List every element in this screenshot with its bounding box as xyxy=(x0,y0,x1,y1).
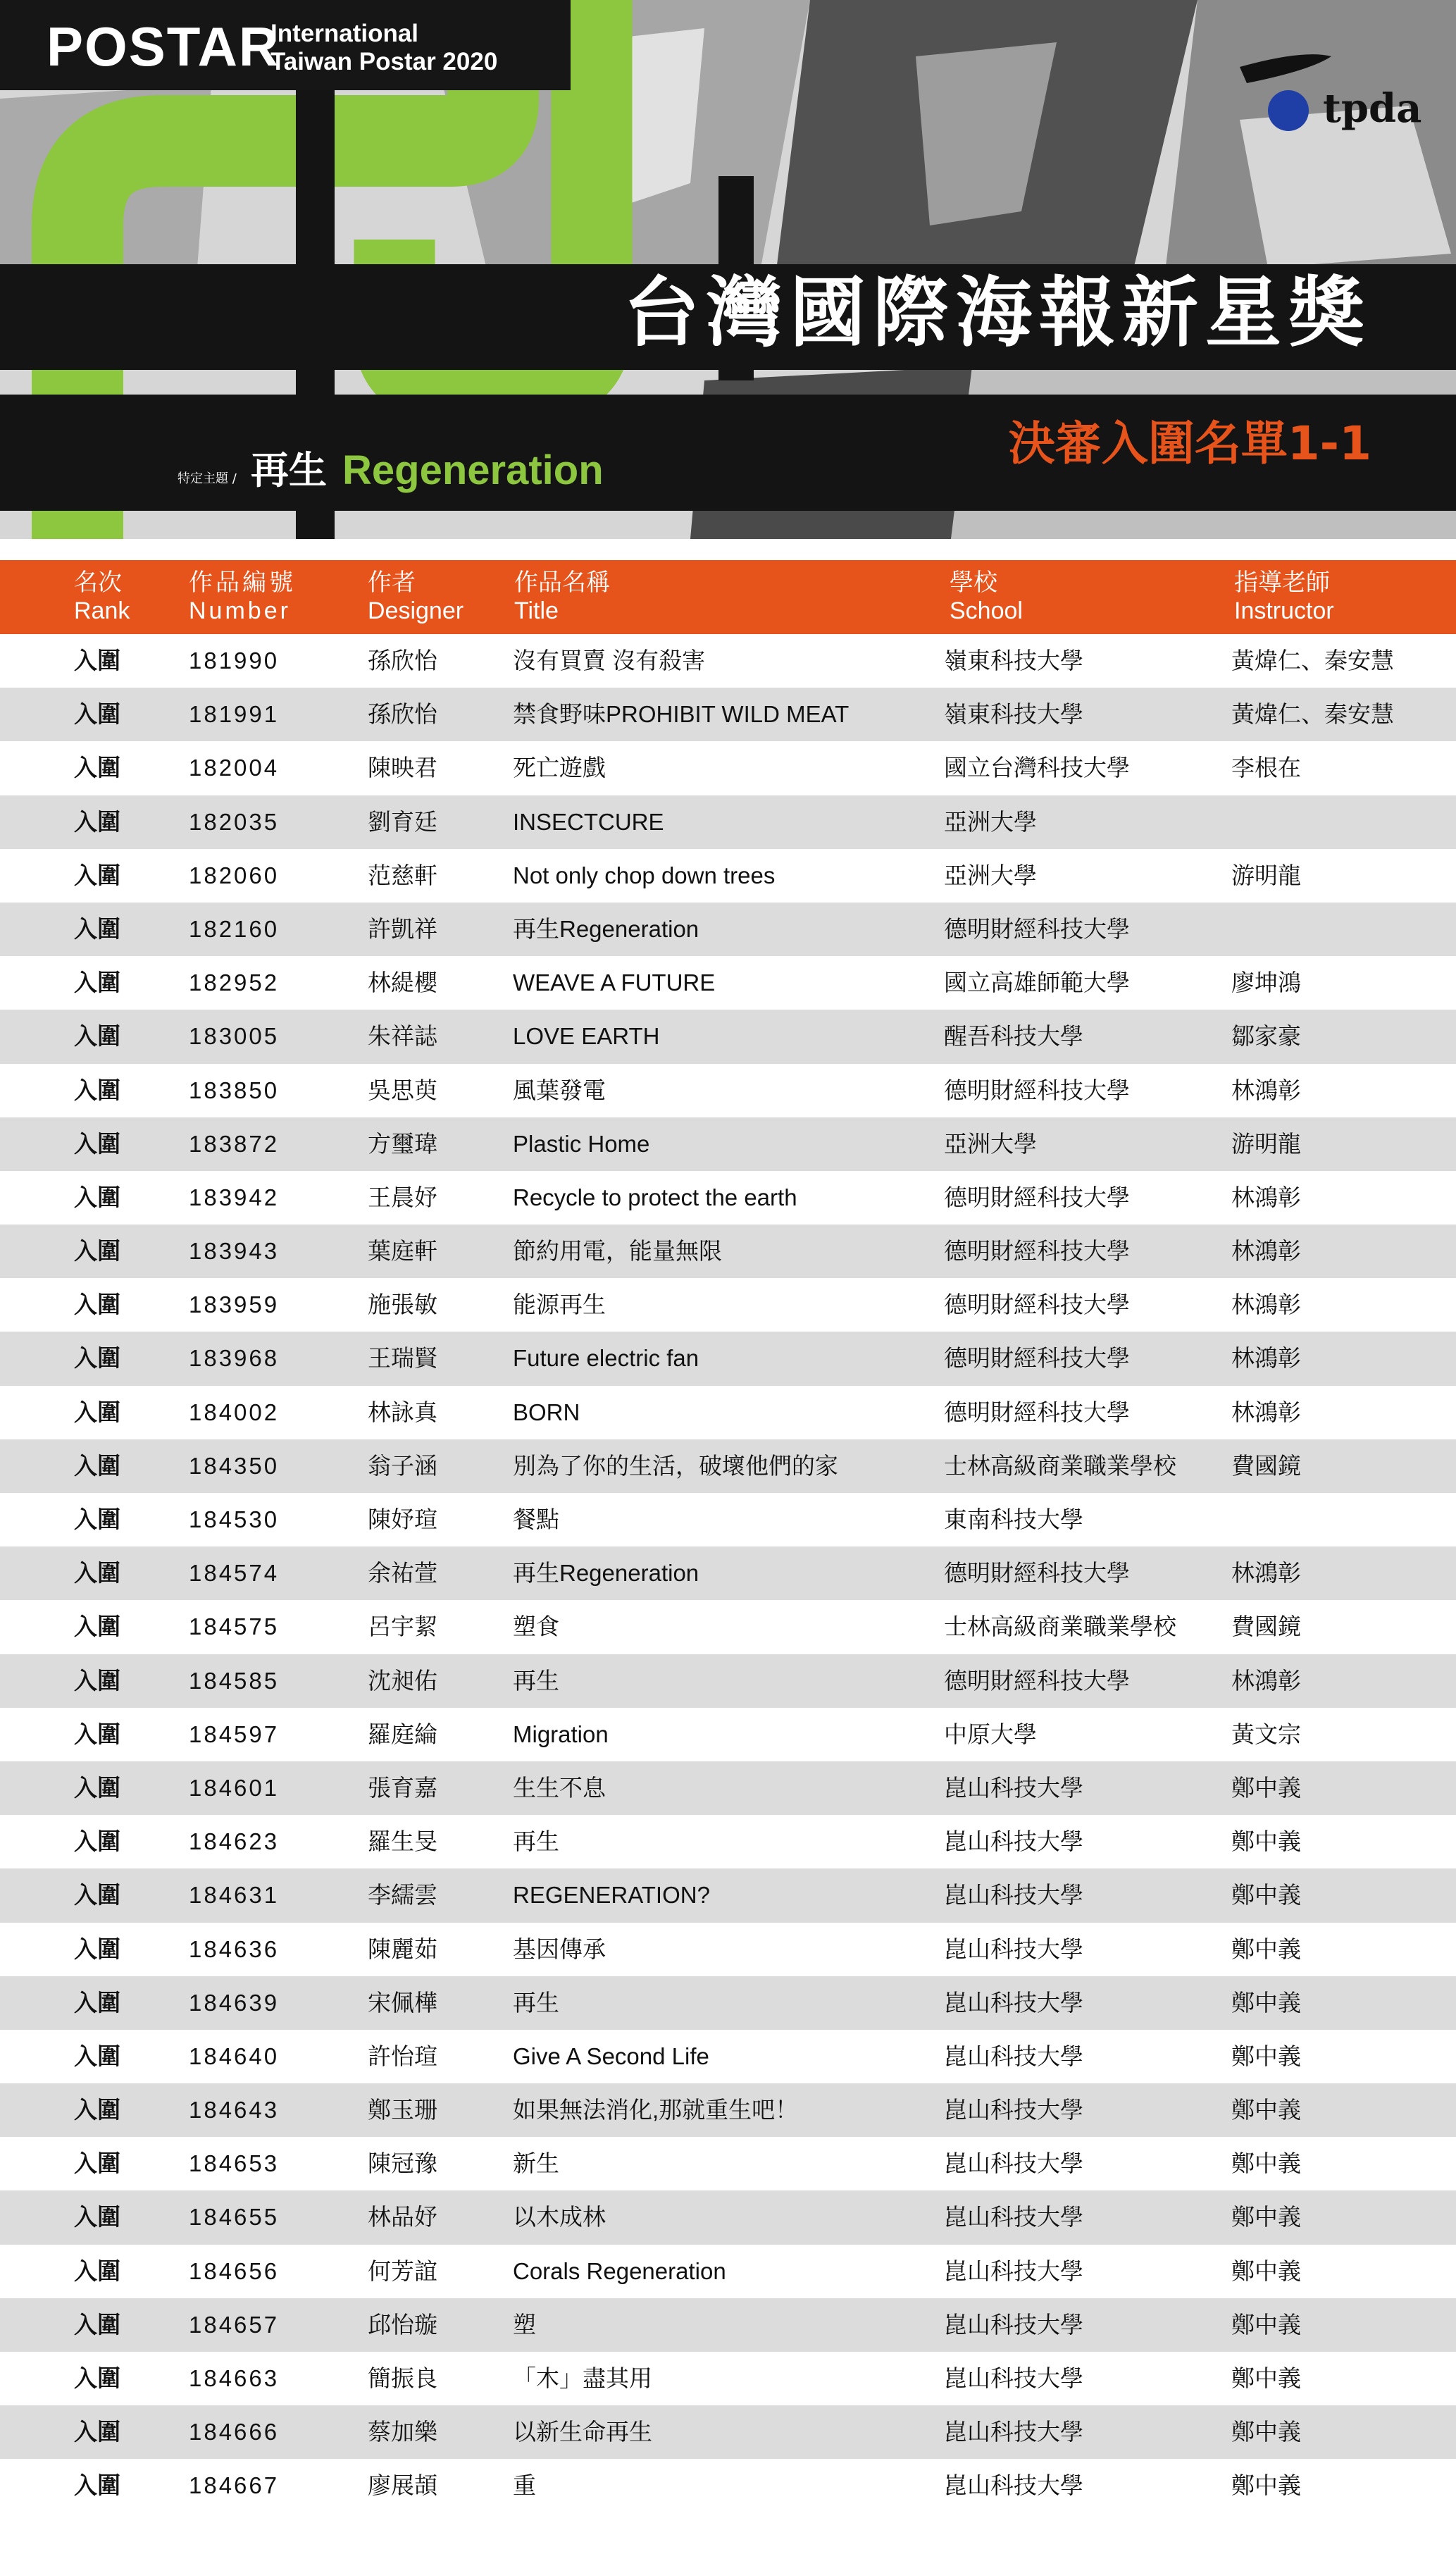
designer-cell: 方璽瑋 xyxy=(368,1129,437,1158)
title-cell: BORN xyxy=(513,1399,580,1425)
instructor-cell: 鄭中義 xyxy=(1231,2150,1301,2178)
number-cell: 181990 xyxy=(189,647,280,674)
designer-cell: 蔡加樂 xyxy=(368,2418,437,2446)
school-cell: 士林高級商業職業學校 xyxy=(944,1613,1176,1641)
designer-cell: 朱祥誌 xyxy=(368,1022,437,1050)
title-cell: 生生不息 xyxy=(513,1774,606,1801)
title-cell: LOVE EARTH xyxy=(513,1023,660,1050)
title-cell: Future electric fan xyxy=(513,1345,699,1372)
number-cell: 184623 xyxy=(189,1828,280,1855)
instructor-cell: 鄭中義 xyxy=(1231,2203,1301,2231)
school-cell: 士林高級商業職業學校 xyxy=(944,1451,1176,1480)
school-cell: 德明財經科技大學 xyxy=(944,1344,1130,1372)
rank-cell: 入圍 xyxy=(74,2472,120,2500)
number-cell: 182160 xyxy=(189,915,280,942)
school-cell: 崑山科技大學 xyxy=(944,2042,1083,2070)
designer-cell: 王瑞賢 xyxy=(368,1344,437,1372)
title-cell: WEAVE A FUTURE xyxy=(513,969,716,996)
rank-cell: 入圍 xyxy=(74,2150,120,2178)
title-cell: 基因傳承 xyxy=(513,1935,606,1962)
school-cell: 德明財經科技大學 xyxy=(944,1183,1130,1211)
rank-cell: 入圍 xyxy=(74,2257,120,2285)
designer-cell: 何芳誼 xyxy=(368,2257,437,2285)
number-cell: 184653 xyxy=(189,2150,280,2177)
rank-cell: 入圍 xyxy=(74,1666,120,1694)
number-cell: 183942 xyxy=(189,1184,280,1210)
rank-cell: 入圍 xyxy=(74,1506,120,1533)
header-school: 學校 School xyxy=(950,569,1023,624)
table-row xyxy=(0,956,1456,1010)
table-row xyxy=(0,1761,1456,1815)
tpda-text: tpda xyxy=(1323,85,1422,132)
title-cell: Corals Regeneration xyxy=(513,2257,726,2284)
designer-cell: 孫欣怡 xyxy=(368,700,437,729)
designer-cell: 沈昶佑 xyxy=(368,1666,437,1694)
title-cell: 再生Regeneration xyxy=(513,1560,699,1587)
school-cell: 德明財經科技大學 xyxy=(944,915,1130,943)
school-cell: 崑山科技大學 xyxy=(944,2418,1083,2446)
instructor-cell: 鄭中義 xyxy=(1231,2042,1301,2070)
designer-cell: 王晨妤 xyxy=(368,1183,437,1211)
instructor-cell: 林鴻彰 xyxy=(1231,1183,1301,1211)
table-row xyxy=(0,1976,1456,2030)
designer-cell: 林緹櫻 xyxy=(368,969,437,997)
title-cell: 別為了你的生活，破壞他們的家 xyxy=(513,1452,838,1479)
school-cell: 中原大學 xyxy=(944,1720,1037,1748)
instructor-cell: 林鴻彰 xyxy=(1231,1398,1301,1426)
number-cell: 183968 xyxy=(189,1345,280,1372)
designer-cell: 張育嘉 xyxy=(368,1773,437,1802)
table-row xyxy=(0,1386,1456,1439)
table-row xyxy=(0,2190,1456,2244)
designer-cell: 吳思萸 xyxy=(368,1076,437,1104)
table-body xyxy=(0,634,1456,2513)
table-row xyxy=(0,1923,1456,1976)
instructor-cell: 鄭中義 xyxy=(1231,2472,1301,2500)
designer-cell: 許怡瑄 xyxy=(368,2042,437,2070)
brand-sub-line1: International xyxy=(270,20,419,47)
rank-cell: 入圍 xyxy=(74,1451,120,1480)
rank-cell: 入圍 xyxy=(74,1559,120,1587)
table-row xyxy=(0,2245,1456,2298)
designer-cell: 林詠真 xyxy=(368,1398,437,1426)
table-row xyxy=(0,1010,1456,1063)
designer-cell: 劉育廷 xyxy=(368,807,437,836)
number-cell: 182035 xyxy=(189,808,280,835)
tpda-dot-icon xyxy=(1268,90,1309,131)
designer-cell: 呂宇絜 xyxy=(368,1613,437,1641)
number-cell: 183005 xyxy=(189,1023,280,1050)
instructor-cell: 鄭中義 xyxy=(1231,1881,1301,1909)
designer-cell: 施張敏 xyxy=(368,1291,437,1319)
designer-cell: 余祐萱 xyxy=(368,1559,437,1587)
instructor-cell: 鄭中義 xyxy=(1231,1988,1301,2016)
header-rank: 名次 Rank xyxy=(74,569,130,624)
title-cell: 如果無法消化,那就重生吧！ xyxy=(513,2097,799,2124)
designer-cell: 陳妤瑄 xyxy=(368,1506,437,1533)
title-cell: Migration xyxy=(513,1721,609,1747)
school-cell: 崑山科技大學 xyxy=(944,1988,1083,2016)
number-cell: 183943 xyxy=(189,1238,280,1265)
table-row xyxy=(0,1171,1456,1225)
school-cell: 崑山科技大學 xyxy=(944,2257,1083,2285)
number-cell: 184631 xyxy=(189,1882,280,1909)
instructor-cell: 廖坤鴻 xyxy=(1231,969,1301,997)
designer-cell: 陳麗茹 xyxy=(368,1935,437,1963)
brand-sub-line2: Taiwan Postar 2020 xyxy=(270,48,498,75)
school-cell: 亞洲大學 xyxy=(944,1129,1037,1158)
school-cell: 崑山科技大學 xyxy=(944,1881,1083,1909)
theme-english: Regeneration xyxy=(342,447,604,493)
title-cell: Give A Second Life xyxy=(513,2042,709,2069)
designer-cell: 許凱祥 xyxy=(368,915,437,943)
school-cell: 亞洲大學 xyxy=(944,861,1037,889)
instructor-cell: 游明龍 xyxy=(1231,861,1301,889)
table-row xyxy=(0,1278,1456,1332)
table-row xyxy=(0,1117,1456,1171)
title-cell: 節約用電，能量無限 xyxy=(513,1238,722,1265)
number-cell: 184643 xyxy=(189,2097,280,2124)
header-instructor: 指導老師 Instructor xyxy=(1234,569,1334,624)
table-row xyxy=(0,1493,1456,1546)
instructor-cell: 林鴻彰 xyxy=(1231,1291,1301,1319)
rank-cell: 入圍 xyxy=(74,1183,120,1211)
rank-cell: 入圍 xyxy=(74,1022,120,1050)
table-row xyxy=(0,634,1456,688)
title-cell: INSECTCURE xyxy=(513,808,664,835)
school-cell: 崑山科技大學 xyxy=(944,2472,1083,2500)
instructor-cell: 林鴻彰 xyxy=(1231,1344,1301,1372)
rank-cell: 入圍 xyxy=(74,647,120,674)
designer-cell: 林品妤 xyxy=(368,2203,437,2231)
title-cell: 再生 xyxy=(513,1667,559,1694)
title-cell: 能源再生 xyxy=(513,1291,606,1318)
title-cell: 再生Regeneration xyxy=(513,915,699,942)
title-cell: 禁食野味PROHIBIT WILD MEAT xyxy=(513,701,850,728)
rank-cell: 入圍 xyxy=(74,1291,120,1319)
number-cell: 184636 xyxy=(189,1935,280,1962)
postar-logo: POSTAR xyxy=(46,16,280,78)
instructor-cell: 黃煒仁、秦安慧 xyxy=(1231,700,1394,729)
number-cell: 183872 xyxy=(189,1130,280,1157)
rank-cell: 入圍 xyxy=(74,1881,120,1909)
school-cell: 崑山科技大學 xyxy=(944,2096,1083,2124)
school-cell: 崑山科技大學 xyxy=(944,2150,1083,2178)
tpda-logo xyxy=(1268,85,1430,132)
instructor-cell: 鄭中義 xyxy=(1231,2364,1301,2392)
instructor-cell: 游明龍 xyxy=(1231,1129,1301,1158)
school-cell: 崑山科技大學 xyxy=(944,2310,1083,2338)
rank-cell: 入圍 xyxy=(74,2042,120,2070)
table-row xyxy=(0,1332,1456,1385)
header-banner xyxy=(0,0,1456,539)
number-cell: 184002 xyxy=(189,1399,280,1425)
title-cell: Plastic Home xyxy=(513,1130,650,1157)
title-cell: Recycle to protect the earth xyxy=(513,1184,797,1210)
number-cell: 183850 xyxy=(189,1077,280,1103)
table-row xyxy=(0,2083,1456,2137)
table-row xyxy=(0,1868,1456,1922)
number-cell: 184575 xyxy=(189,1613,280,1640)
rank-cell: 入圍 xyxy=(74,861,120,889)
number-cell: 184667 xyxy=(189,2472,280,2499)
table-row xyxy=(0,795,1456,849)
header-number: 作品編號 Number xyxy=(189,569,296,624)
rank-cell: 入圍 xyxy=(74,1935,120,1963)
number-cell: 184585 xyxy=(189,1667,280,1694)
number-cell: 184663 xyxy=(189,2365,280,2391)
school-cell: 德明財經科技大學 xyxy=(944,1559,1130,1587)
designer-cell: 簡振良 xyxy=(368,2364,437,2392)
table-row xyxy=(0,688,1456,741)
instructor-cell: 鄭中義 xyxy=(1231,2310,1301,2338)
instructor-cell: 林鴻彰 xyxy=(1231,1076,1301,1104)
theme-label: 特定主題 / xyxy=(178,471,237,486)
designer-cell: 葉庭軒 xyxy=(368,1237,437,1265)
school-cell: 國立台灣科技大學 xyxy=(944,754,1130,782)
title-cell: 以木成林 xyxy=(513,2204,606,2231)
instructor-cell: 鄭中義 xyxy=(1231,1828,1301,1856)
table-row xyxy=(0,1439,1456,1493)
header-designer: 作者 Designer xyxy=(368,569,464,624)
school-cell: 德明財經科技大學 xyxy=(944,1076,1130,1104)
instructor-cell: 費國鏡 xyxy=(1231,1613,1301,1641)
number-cell: 183959 xyxy=(189,1291,280,1318)
rank-cell: 入圍 xyxy=(74,2310,120,2338)
table-row xyxy=(0,1654,1456,1708)
number-cell: 184574 xyxy=(189,1560,280,1587)
theme-chinese: 再生 xyxy=(251,448,327,492)
brand-bar xyxy=(0,0,571,90)
table-row xyxy=(0,849,1456,903)
title-cell: 以新生命再生 xyxy=(513,2419,652,2445)
number-cell: 184639 xyxy=(189,1989,280,2016)
instructor-cell: 林鴻彰 xyxy=(1231,1237,1301,1265)
brand-subtitle xyxy=(270,20,497,76)
table-row xyxy=(0,741,1456,795)
table-row xyxy=(0,1064,1456,1117)
instructor-cell: 林鴻彰 xyxy=(1231,1666,1301,1694)
rank-cell: 入圍 xyxy=(74,1828,120,1856)
title-cell: REGENERATION? xyxy=(513,1882,710,1909)
rank-cell: 入圍 xyxy=(74,700,120,729)
instructor-cell: 鄒家豪 xyxy=(1231,1022,1301,1050)
number-cell: 184655 xyxy=(189,2204,280,2231)
title-cell: 再生 xyxy=(513,1989,559,2016)
table-row xyxy=(0,1708,1456,1761)
instructor-cell: 鄭中義 xyxy=(1231,1935,1301,1963)
rank-cell: 入圍 xyxy=(74,2364,120,2392)
shortlist-subtitle: 決審入圍名單1-1 xyxy=(1008,416,1371,471)
school-cell: 崑山科技大學 xyxy=(944,1935,1083,1963)
title-cell: 新生 xyxy=(513,2150,559,2177)
title-cell: 「木」盡其用 xyxy=(513,2365,652,2391)
number-cell: 184656 xyxy=(189,2257,280,2284)
school-cell: 國立高雄師範大學 xyxy=(944,969,1130,997)
rank-cell: 入圍 xyxy=(74,1076,120,1104)
title-cell: 再生 xyxy=(513,1828,559,1855)
instructor-cell: 林鴻彰 xyxy=(1231,1559,1301,1587)
school-cell: 德明財經科技大學 xyxy=(944,1237,1130,1265)
school-cell: 崑山科技大學 xyxy=(944,1828,1083,1856)
table-row xyxy=(0,1546,1456,1600)
number-cell: 184640 xyxy=(189,2042,280,2069)
rank-cell: 入圍 xyxy=(74,1129,120,1158)
school-cell: 崑山科技大學 xyxy=(944,1773,1083,1802)
designer-cell: 廖展頡 xyxy=(368,2472,437,2500)
instructor-cell: 黃煒仁、秦安慧 xyxy=(1231,647,1394,674)
rank-cell: 入圍 xyxy=(74,1720,120,1748)
rank-cell: 入圍 xyxy=(74,2096,120,2124)
designer-cell: 范慈軒 xyxy=(368,861,437,889)
designer-cell: 羅生旻 xyxy=(368,1828,437,1856)
school-cell: 崑山科技大學 xyxy=(944,2364,1083,2392)
rank-cell: 入圍 xyxy=(74,1237,120,1265)
table-row xyxy=(0,1815,1456,1868)
instructor-cell: 費國鏡 xyxy=(1231,1451,1301,1480)
rank-cell: 入圍 xyxy=(74,1988,120,2016)
rank-cell: 入圍 xyxy=(74,915,120,943)
title-cell: 重 xyxy=(513,2472,536,2499)
designer-cell: 鄭玉珊 xyxy=(368,2096,437,2124)
designer-cell: 邱怡璇 xyxy=(368,2310,437,2338)
designer-cell: 翁子涵 xyxy=(368,1451,437,1480)
title-cell: 風葉發電 xyxy=(513,1077,606,1103)
instructor-cell: 黃文宗 xyxy=(1231,1720,1301,1748)
number-cell: 182004 xyxy=(189,755,280,781)
school-cell: 德明財經科技大學 xyxy=(944,1398,1130,1426)
designer-cell: 宋佩樺 xyxy=(368,1988,437,2016)
title-cell: 死亡遊戲 xyxy=(513,755,606,781)
number-cell: 184666 xyxy=(189,2419,280,2445)
rank-cell: 入圍 xyxy=(74,969,120,997)
number-cell: 184350 xyxy=(189,1452,280,1479)
shortlist-table xyxy=(0,560,1456,2513)
table-row xyxy=(0,903,1456,956)
rank-cell: 入圍 xyxy=(74,1773,120,1802)
instructor-cell: 鄭中義 xyxy=(1231,2096,1301,2124)
number-cell: 184597 xyxy=(189,1721,280,1747)
rank-cell: 入圍 xyxy=(74,2203,120,2231)
title-cell: 餐點 xyxy=(513,1506,559,1532)
designer-cell: 陳映君 xyxy=(368,754,437,782)
rank-cell: 入圍 xyxy=(74,1344,120,1372)
school-cell: 嶺東科技大學 xyxy=(944,647,1083,674)
header-title: 作品名稱 Title xyxy=(514,569,610,624)
table-row xyxy=(0,1225,1456,1278)
table-header xyxy=(0,560,1456,634)
instructor-cell: 鄭中義 xyxy=(1231,2418,1301,2446)
instructor-cell: 鄭中義 xyxy=(1231,1773,1301,1802)
number-cell: 181991 xyxy=(189,701,280,728)
school-cell: 東南科技大學 xyxy=(944,1506,1083,1533)
school-cell: 德明財經科技大學 xyxy=(944,1291,1130,1319)
main-title: 台灣國際海報新星獎 xyxy=(623,269,1371,357)
rank-cell: 入圍 xyxy=(74,754,120,782)
number-cell: 184530 xyxy=(189,1506,280,1532)
table-row xyxy=(0,1600,1456,1654)
table-row xyxy=(0,2030,1456,2083)
title-cell: Not only chop down trees xyxy=(513,862,776,888)
title-cell: 塑 xyxy=(513,2311,536,2338)
table-row xyxy=(0,2298,1456,2352)
title-cell: 塑食 xyxy=(513,1613,559,1640)
school-cell: 亞洲大學 xyxy=(944,807,1037,836)
designer-cell: 李繻雲 xyxy=(368,1881,437,1909)
table-row xyxy=(0,2352,1456,2405)
instructor-cell: 李根在 xyxy=(1231,754,1301,782)
instructor-cell: 鄭中義 xyxy=(1231,2257,1301,2285)
table-row xyxy=(0,2405,1456,2459)
school-cell: 嶺東科技大學 xyxy=(944,700,1083,729)
rank-cell: 入圍 xyxy=(74,1613,120,1641)
school-cell: 德明財經科技大學 xyxy=(944,1666,1130,1694)
number-cell: 184601 xyxy=(189,1774,280,1801)
rank-cell: 入圍 xyxy=(74,807,120,836)
rank-cell: 入圍 xyxy=(74,1398,120,1426)
designer-cell: 孫欣怡 xyxy=(368,647,437,674)
table-row xyxy=(0,2459,1456,2512)
rank-cell: 入圍 xyxy=(74,2418,120,2446)
number-cell: 182952 xyxy=(189,969,280,996)
number-cell: 182060 xyxy=(189,862,280,888)
school-cell: 崑山科技大學 xyxy=(944,2203,1083,2231)
number-cell: 184657 xyxy=(189,2311,280,2338)
table-row xyxy=(0,2137,1456,2190)
designer-cell: 羅庭綸 xyxy=(368,1720,437,1748)
designer-cell: 陳冠豫 xyxy=(368,2150,437,2178)
title-cell: 沒有買賣 沒有殺害 xyxy=(513,647,706,674)
school-cell: 醒吾科技大學 xyxy=(944,1022,1083,1050)
